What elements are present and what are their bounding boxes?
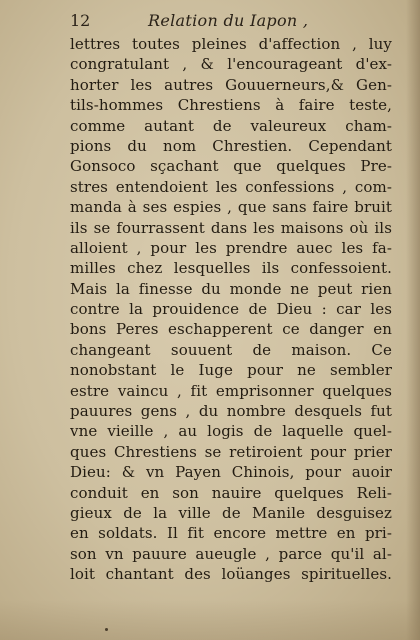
body-text	[70, 34, 392, 585]
text-line: gieux de la ville de Manile desguisez	[70, 503, 392, 522]
text-line: en soldats. Il fit encore mettre en pri-	[70, 524, 392, 543]
running-title: Relation du Iapon ,	[148, 11, 309, 30]
text-line: Mais la finesse du monde ne peut rien	[70, 279, 392, 298]
text-line: contre la prouidence de Dieu : car les	[70, 300, 392, 319]
text-line: alloient , pour les prendre auec les fa-	[70, 238, 392, 257]
text-line: comme autant de valeureux cham-	[70, 116, 392, 135]
text-line: ils se fourrassent dans les maisons où ils	[70, 218, 392, 237]
page-number: 12	[70, 11, 91, 30]
page-header	[70, 10, 390, 32]
text-line: congratulant , & l'encourageant d'ex-	[70, 55, 392, 74]
text-line: conduit en son nauire quelques Reli-	[70, 483, 392, 502]
text-line: pions du nom Chrestien. Cependant	[70, 136, 392, 155]
text-line: estre vaincu , fit emprisonner quelques	[70, 381, 392, 400]
text-line: horter les autres Gouuerneurs,& Gen-	[70, 75, 392, 94]
text-line: manda à ses espies , que sans faire bruit	[70, 198, 392, 217]
ink-speck	[105, 628, 108, 631]
text-line: Dieu: & vn Payen Chinois, pour auoir	[70, 463, 392, 482]
text-line: son vn pauure aueugle , parce qu'il al-	[70, 544, 392, 563]
text-line: changeant souuent de maison. Ce	[70, 340, 392, 359]
text-line: pauures gens , du nombre desquels fut	[70, 402, 392, 421]
text-line: stres entendoient les confessions , com-	[70, 177, 392, 196]
text-line: bons Peres eschapperent ce danger en	[70, 320, 392, 339]
text-line: vne vieille , au logis de laquelle quel-	[70, 422, 392, 441]
text-line: lettres toutes pleines d'affection , luy	[70, 35, 392, 53]
page-bottom-shadow	[0, 600, 420, 640]
text-line: milles chez lesquelles ils confessoient.	[70, 259, 392, 278]
text-line: nonobstant le Iuge pour ne sembler	[70, 361, 392, 380]
text-line: Gonsoco sçachant que quelques Pre-	[70, 157, 392, 176]
page-edge-shadow	[406, 0, 420, 640]
text-line: loit chantant des loüanges spirituelles.	[70, 565, 392, 584]
text-line: tils-hommes Chrestiens à faire teste,	[70, 96, 392, 115]
text-line: ques Chrestiens se retiroient pour prier	[70, 442, 392, 461]
